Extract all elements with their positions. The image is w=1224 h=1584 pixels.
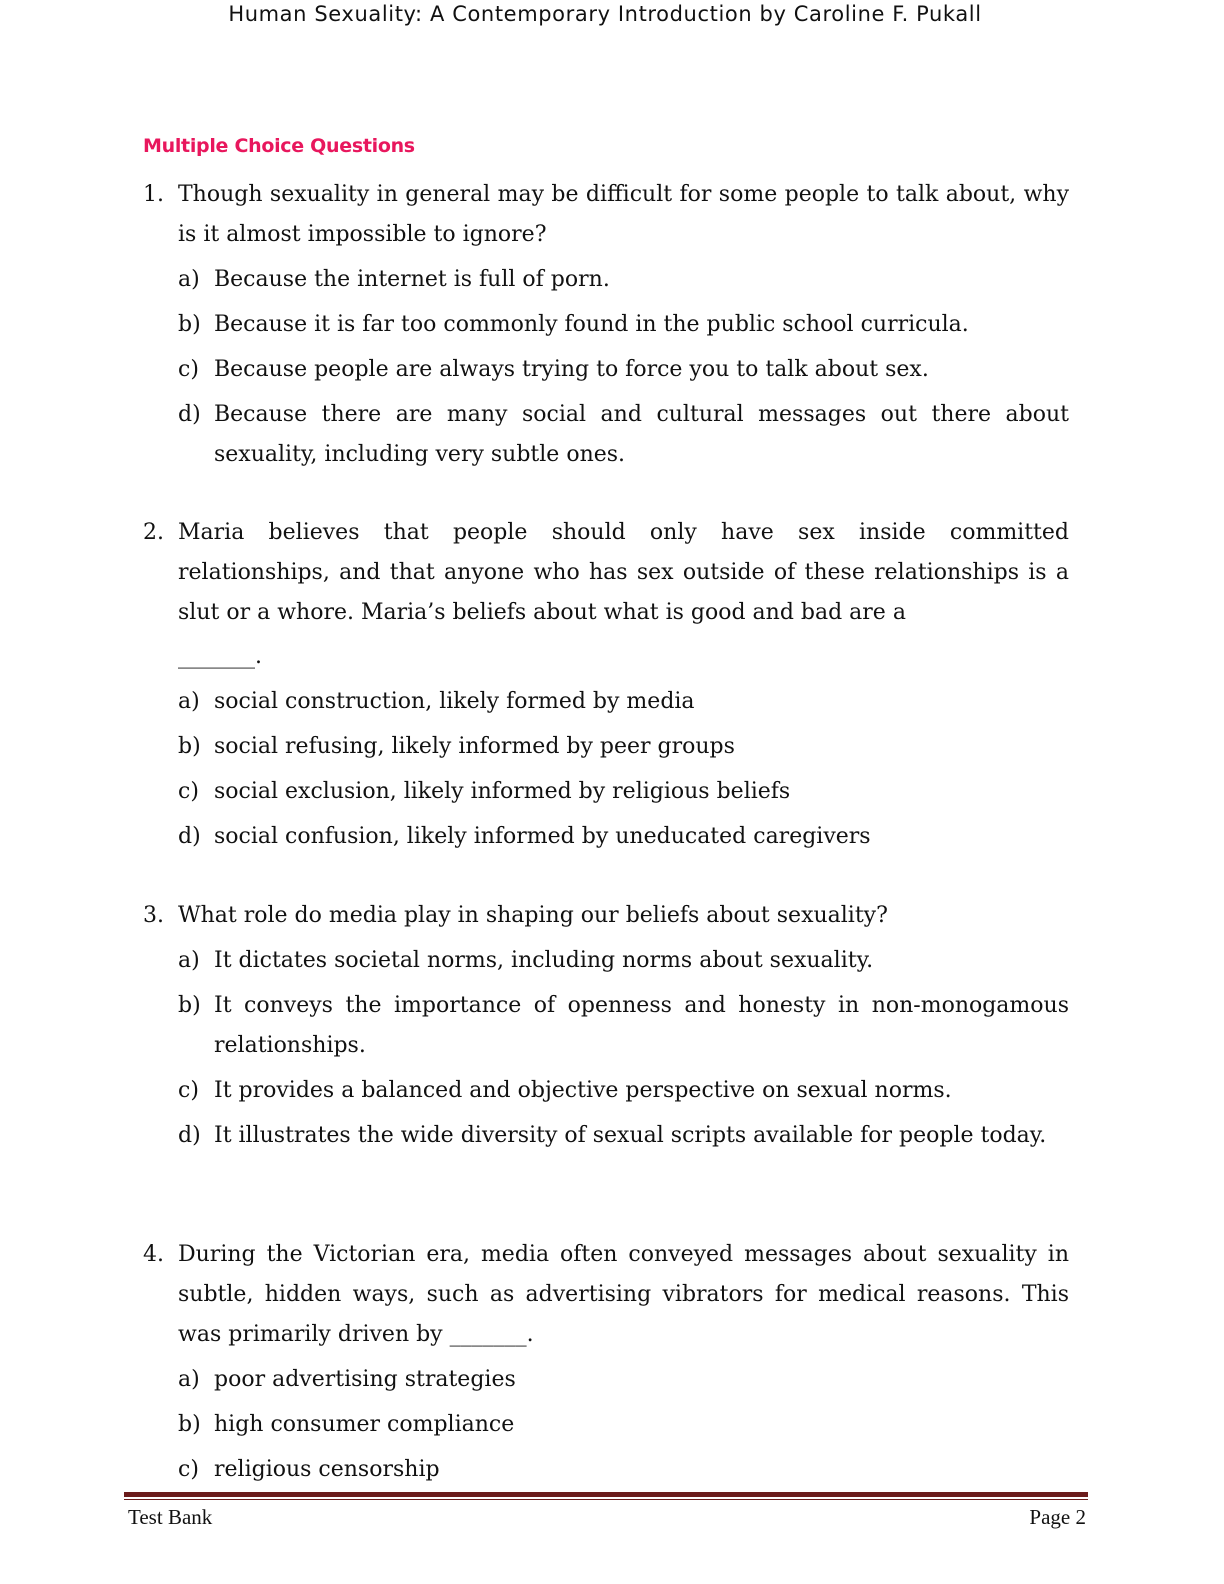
answer-options — [143, 1360, 1069, 1490]
option-letter: c) — [178, 1457, 199, 1482]
option-d — [178, 817, 1069, 857]
option-b — [178, 305, 1069, 345]
footer-label: Test Bank — [128, 1505, 213, 1529]
option-a — [178, 1360, 1069, 1400]
option-d — [178, 1116, 1069, 1156]
running-header: Human Sexuality: A Contemporary Introduction by Caroline F. Pukall — [228, 2, 982, 26]
option-letter: a) — [178, 689, 200, 714]
option-letter: a) — [178, 948, 200, 973]
option-c — [178, 772, 1069, 812]
option-letter: d) — [178, 1123, 201, 1148]
option-letter: b) — [178, 312, 201, 337]
option-text: It illustrates the wide diversity of sexual scripts available for people today. — [214, 1123, 1047, 1148]
option-letter: b) — [178, 993, 201, 1018]
option-text: religious censorship — [214, 1457, 440, 1482]
answer-options — [143, 682, 1069, 857]
option-c — [178, 1071, 1069, 1111]
page-number: Page 2 — [1029, 1505, 1086, 1529]
option-text: It provides a balanced and objective perspective on sexual norms. — [214, 1078, 952, 1103]
option-text: high consumer compliance — [214, 1412, 515, 1437]
option-text: Because people are always trying to force you to talk about sex. — [214, 357, 929, 382]
option-letter: b) — [178, 734, 201, 759]
option-letter: c) — [178, 357, 199, 382]
option-text: social exclusion, likely informed by religious beliefs — [214, 779, 791, 804]
question-2 — [143, 513, 1069, 862]
option-text: social refusing, likely informed by peer groups — [214, 734, 735, 759]
question-number: 3. — [143, 903, 164, 928]
question-3 — [143, 896, 1069, 1161]
question-number: 2. — [143, 520, 164, 545]
footer-divider — [124, 1492, 1088, 1497]
option-text: Because the internet is full of porn. — [214, 267, 610, 292]
option-a — [178, 260, 1069, 300]
option-c — [178, 1450, 1069, 1490]
section-title: Multiple Choice Questions — [143, 135, 415, 157]
option-letter: b) — [178, 1412, 201, 1437]
question-4 — [143, 1235, 1069, 1495]
option-letter: d) — [178, 824, 201, 849]
option-text: poor advertising strategies — [214, 1367, 516, 1392]
option-letter: d) — [178, 402, 201, 427]
question-text: What role do media play in shaping our beliefs about sexuality? — [178, 903, 888, 928]
option-letter: c) — [178, 779, 199, 804]
question-1 — [143, 175, 1069, 480]
answer-options — [143, 941, 1069, 1156]
question-number: 1. — [143, 182, 164, 207]
option-letter: a) — [178, 267, 200, 292]
answer-options — [143, 260, 1069, 475]
option-text: It dictates societal norms, including norms about sexuality. — [214, 948, 874, 973]
option-b — [178, 727, 1069, 767]
option-text: Because it is far too commonly found in the public school curricula. — [214, 312, 969, 337]
option-text: Because there are many social and cultural messages out there about sexuality, including very subtle ones. — [214, 402, 1069, 467]
footer-divider-thin — [124, 1499, 1088, 1500]
option-d — [178, 395, 1069, 475]
question-text: During the Victorian era, media often conveyed messages about sexuality in subtle, hidden ways, such as advertising vibrators for medical reasons. This was primarily driven by _______. — [178, 1242, 1069, 1347]
option-text: It conveys the importance of openness and honesty in non-monogamous relationships. — [214, 993, 1069, 1058]
option-b — [178, 986, 1069, 1066]
option-b — [178, 1405, 1069, 1445]
option-text: social construction, likely formed by media — [214, 689, 695, 714]
answer-blank: _______. — [178, 644, 262, 669]
question-number: 4. — [143, 1242, 164, 1267]
option-text: social confusion, likely informed by uneducated caregivers — [214, 824, 871, 849]
option-a — [178, 941, 1069, 981]
option-letter: c) — [178, 1078, 199, 1103]
option-a — [178, 682, 1069, 722]
question-text: Maria believes that people should only have sex inside committed relationships, and that anyone who has sex outside of these relationships is a slut or a whore. Maria’s beliefs about what is good and bad are a — [178, 520, 1069, 625]
option-c — [178, 350, 1069, 390]
option-letter: a) — [178, 1367, 200, 1392]
question-text: Though sexuality in general may be difficult for some people to talk about, why is it almost impossible to ignore? — [178, 182, 1069, 247]
